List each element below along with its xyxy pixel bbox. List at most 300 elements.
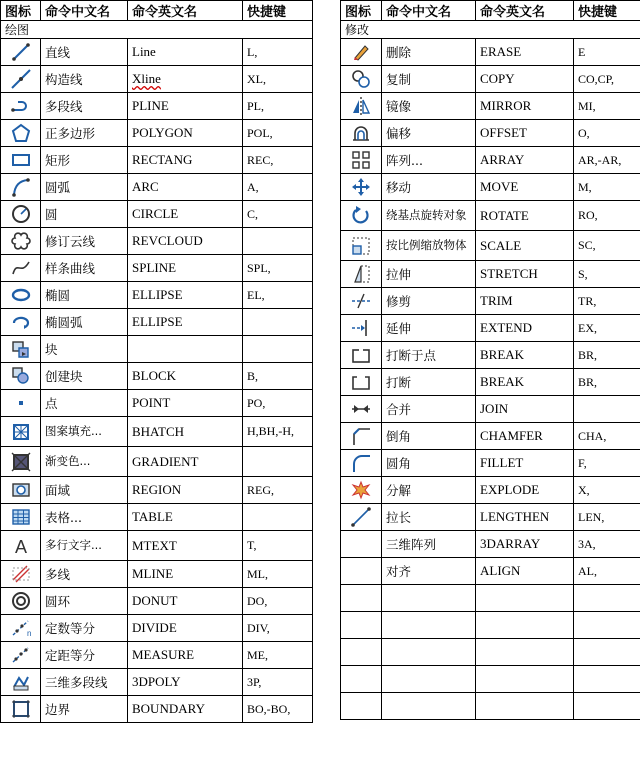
command-cn-name: 圆环 [41,588,128,615]
command-shortcut: E [574,39,640,66]
table-row [1,66,313,93]
command-cn-name: 删除 [382,39,476,66]
command-shortcut [243,447,313,477]
command-cn-name: 样条曲线 [41,255,128,282]
table-row [1,120,313,147]
explode-icon [341,479,381,501]
command-shortcut [243,228,313,255]
pline-icon [1,95,40,117]
command-cn-name: 圆角 [382,450,476,477]
modify-commands-table [340,0,640,720]
command-shortcut: EX, [574,315,640,342]
svg-text:n: n [26,629,31,638]
command-cn-name: 镜像 [382,93,476,120]
icon-cell [341,504,382,531]
icon-cell [1,120,41,147]
icon-cell [1,696,41,723]
command-en-name: CHAMFER [476,423,574,450]
command-en-name: TRIM [476,288,574,315]
command-cn-name: 复制 [382,66,476,93]
command-en-name: COPY [476,66,574,93]
divide-icon [1,617,40,639]
command-cn-name [382,639,476,666]
table-row [1,93,313,120]
table-row [341,288,640,315]
command-shortcut [243,504,313,531]
offset-icon [341,122,381,144]
header-row [341,1,640,21]
command-shortcut [574,396,640,423]
trim-icon [341,290,381,312]
command-en-name: BHATCH [128,417,243,447]
command-shortcut [574,612,640,639]
command-cn-name: 多段线 [41,93,128,120]
command-shortcut: B, [243,363,313,390]
table-row [341,423,640,450]
table-row [341,147,640,174]
lengthen-icon [341,506,381,528]
command-en-name [476,666,574,693]
command-cn-name: 圆 [41,201,128,228]
polygon-icon [1,122,40,144]
command-shortcut: POL, [243,120,313,147]
command-shortcut: EL, [243,282,313,309]
table-row [341,120,640,147]
command-en-name: BREAK [476,369,574,396]
table-row [1,255,313,282]
boundary-icon [1,698,40,720]
command-shortcut: REG, [243,477,313,504]
3dpoly-icon [1,671,40,693]
section-row [341,21,640,39]
table-row [341,531,640,558]
command-cn-name: 拉伸 [382,261,476,288]
command-cn-name: 图案填充... [41,417,128,447]
stretch-icon [341,263,381,285]
command-cn-name: 直线 [41,39,128,66]
table-row [341,639,640,666]
command-shortcut: C, [243,201,313,228]
icon-cell [341,342,382,369]
table-row [1,561,313,588]
measure-icon [1,644,40,666]
command-cn-name: 椭圆 [41,282,128,309]
icon-cell [341,39,382,66]
line-icon [1,41,40,63]
command-cn-name [382,612,476,639]
table-row [341,558,640,585]
scale-icon [341,235,381,257]
icon-cell [1,66,41,93]
command-shortcut: DO, [243,588,313,615]
icon-cell [1,561,41,588]
table-row [341,261,640,288]
command-cn-name: 多线 [41,561,128,588]
command-shortcut: BO,-BO, [243,696,313,723]
command-en-name: POINT [128,390,243,417]
command-cn-name: 面域 [41,477,128,504]
table-icon [1,506,40,528]
command-cn-name: 三维阵列 [382,531,476,558]
command-en-name: 3DARRAY [476,531,574,558]
command-shortcut: CHA, [574,423,640,450]
table-row [341,342,640,369]
icon-cell [1,282,41,309]
command-cn-name [382,666,476,693]
table-row [1,39,313,66]
mline-icon [1,563,40,585]
block-insert-icon [1,338,40,360]
table-row [1,447,313,477]
table-row [1,477,313,504]
icon-cell [341,201,382,231]
table-row [1,282,313,309]
table-row [1,531,313,561]
icon-cell [1,93,41,120]
table-row [341,39,640,66]
command-shortcut [574,639,640,666]
table-row [341,693,640,720]
command-cn-name: 打断于点 [382,342,476,369]
command-en-name: ERASE [476,39,574,66]
command-cn-name: 块 [41,336,128,363]
table-row [341,315,640,342]
command-cn-name: 阵列... [382,147,476,174]
command-cn-name: 边界 [41,696,128,723]
table-row [341,396,640,423]
command-cn-name: 修订云线 [41,228,128,255]
table-row [1,504,313,531]
command-shortcut: 3A, [574,531,640,558]
icon-cell [1,417,41,447]
table-row [1,228,313,255]
circle-icon [1,203,40,225]
command-en-name: SPLINE [128,255,243,282]
command-en-name: BOUNDARY [128,696,243,723]
icon-cell [1,363,41,390]
command-en-name: GRADIENT [128,447,243,477]
command-en-name: DONUT [128,588,243,615]
icon-cell [1,336,41,363]
command-shortcut: F, [574,450,640,477]
command-cn-name: 定距等分 [41,642,128,669]
command-cn-name: 偏移 [382,120,476,147]
command-cn-name: 创建块 [41,363,128,390]
header-cn-name: 命令中文名 [382,1,476,21]
icon-cell [341,315,382,342]
command-cn-name: 修剪 [382,288,476,315]
command-shortcut [243,309,313,336]
icon-cell [1,504,41,531]
command-cn-name: 点 [41,390,128,417]
header-en-name: 命令英文名 [476,1,574,21]
table-row [1,588,313,615]
command-shortcut: PO, [243,390,313,417]
table-row [341,477,640,504]
header-icon: 图标 [341,1,382,21]
icon-cell [341,612,382,639]
revcloud-icon [1,230,40,252]
command-en-name: REGION [128,477,243,504]
icon-cell [341,231,382,261]
command-en-name: Line [128,39,243,66]
hatch-icon [1,421,40,443]
icon-cell [341,558,382,585]
command-cn-name: 渐变色... [41,447,128,477]
table-row [1,363,313,390]
table-row [341,450,640,477]
command-en-name: ROTATE [476,201,574,231]
command-cn-name: 拉长 [382,504,476,531]
draw-commands-table [0,0,313,723]
command-en-name: Xline [128,66,243,93]
table-row [341,369,640,396]
icon-cell [341,639,382,666]
icon-cell [1,531,41,561]
command-shortcut: 3P, [243,669,313,696]
table-row [1,642,313,669]
command-shortcut: SPL, [243,255,313,282]
command-en-name [128,336,243,363]
command-shortcut: O, [574,120,640,147]
table-row [1,390,313,417]
table-row [341,174,640,201]
icon-cell [341,423,382,450]
command-en-name: OFFSET [476,120,574,147]
join-icon [341,398,381,420]
erase-icon [341,41,381,63]
icon-cell [1,201,41,228]
copy-icon [341,68,381,90]
command-shortcut [574,693,640,720]
table-row [1,201,313,228]
command-shortcut: L, [243,39,313,66]
ellipse-icon [1,284,40,306]
command-en-name: MTEXT [128,531,243,561]
icon-cell [341,531,382,558]
command-shortcut [243,336,313,363]
command-cn-name: 定数等分 [41,615,128,642]
break-icon [341,371,381,393]
command-en-name [476,639,574,666]
command-en-name: MOVE [476,174,574,201]
gradient-icon [1,451,40,473]
header-row [1,1,313,21]
table-row [1,696,313,723]
icon-cell [341,261,382,288]
command-cn-name: 延伸 [382,315,476,342]
command-cn-name: 椭圆弧 [41,309,128,336]
command-shortcut: PL, [243,93,313,120]
table-row [1,174,313,201]
icon-cell [1,615,41,642]
extend-icon [341,317,381,339]
header-cn-name: 命令中文名 [41,1,128,21]
command-en-name: EXTEND [476,315,574,342]
icon-cell [341,93,382,120]
command-shortcut: AL, [574,558,640,585]
command-cn-name: 圆弧 [41,174,128,201]
command-en-name: ELLIPSE [128,282,243,309]
command-en-name: EXPLODE [476,477,574,504]
table-row [1,417,313,447]
command-shortcut: MI, [574,93,640,120]
command-shortcut: ME, [243,642,313,669]
icon-cell [341,396,382,423]
icon-cell [341,585,382,612]
rectangle-icon [1,149,40,171]
command-shortcut: ML, [243,561,313,588]
command-en-name: 3DPOLY [128,669,243,696]
header-icon: 图标 [1,1,41,21]
icon-cell [341,147,382,174]
table-row [341,201,640,231]
icon-cell [341,288,382,315]
spline-icon [1,257,40,279]
icon-cell [341,66,382,93]
icon-cell [341,693,382,720]
command-cn-name: 绕基点旋转对象 [382,201,476,231]
command-cn-name: 对齐 [382,558,476,585]
icon-cell [341,450,382,477]
command-cn-name: 分解 [382,477,476,504]
command-shortcut: LEN, [574,504,640,531]
point-icon [1,392,40,414]
command-en-name: REVCLOUD [128,228,243,255]
command-cn-name: 合并 [382,396,476,423]
command-en-name: PLINE [128,93,243,120]
command-shortcut: XL, [243,66,313,93]
header-shortcut: 快捷键 [574,1,640,21]
command-shortcut: T, [243,531,313,561]
section-draw-label: 绘图 [1,21,313,39]
icon-cell [1,309,41,336]
svg-text:A: A [14,536,27,557]
command-en-name: SCALE [476,231,574,261]
command-shortcut: M, [574,174,640,201]
rotate-icon [341,205,381,227]
icon-cell [1,147,41,174]
icon-cell [1,669,41,696]
table-row [341,66,640,93]
command-en-name: STRETCH [476,261,574,288]
command-shortcut [574,585,640,612]
command-cn-name: 表格... [41,504,128,531]
icon-cell [341,120,382,147]
section-modify-label: 修改 [341,21,640,39]
command-en-name [476,585,574,612]
header-shortcut: 快捷键 [243,1,313,21]
table-row [341,612,640,639]
move-icon [341,176,381,198]
command-shortcut: REC, [243,147,313,174]
icon-cell [1,477,41,504]
command-en-name: BREAK [476,342,574,369]
command-en-name: MIRROR [476,93,574,120]
command-en-name: JOIN [476,396,574,423]
command-en-name: MEASURE [128,642,243,669]
table-row [1,309,313,336]
table-row [341,231,640,261]
command-shortcut: BR, [574,342,640,369]
command-shortcut: AR,-AR, [574,147,640,174]
xline-icon [1,68,40,90]
table-row [1,615,313,642]
command-cn-name: 移动 [382,174,476,201]
table-row [1,147,313,174]
command-cn-name: 多行文字... [41,531,128,561]
section-row [1,21,313,39]
icon-cell [1,390,41,417]
table-row [341,504,640,531]
command-cn-name: 矩形 [41,147,128,174]
icon-cell [341,666,382,693]
command-shortcut: A, [243,174,313,201]
break-at-point-icon [341,344,381,366]
command-cn-name [382,585,476,612]
command-shortcut: S, [574,261,640,288]
command-shortcut: DIV, [243,615,313,642]
command-shortcut: H,BH,-H, [243,417,313,447]
command-en-name: POLYGON [128,120,243,147]
fillet-icon [341,452,381,474]
command-cn-name [382,693,476,720]
command-en-name: TABLE [128,504,243,531]
donut-icon [1,590,40,612]
command-en-name: DIVIDE [128,615,243,642]
table-row [1,336,313,363]
command-en-name: ARC [128,174,243,201]
command-cn-name: 倒角 [382,423,476,450]
command-shortcut: SC, [574,231,640,261]
command-shortcut: TR, [574,288,640,315]
mirror-icon [341,95,381,117]
array-icon [341,149,381,171]
command-en-name: CIRCLE [128,201,243,228]
command-cn-name: 按比例缩放物体 [382,231,476,261]
icon-cell [1,255,41,282]
command-shortcut: BR, [574,369,640,396]
command-shortcut: CO,CP, [574,66,640,93]
command-en-name: RECTANG [128,147,243,174]
icon-cell [1,642,41,669]
command-en-name [476,612,574,639]
command-cn-name: 正多边形 [41,120,128,147]
table-row [341,93,640,120]
command-shortcut [574,666,640,693]
arc-icon [1,176,40,198]
command-shortcut: RO, [574,201,640,231]
table-row [341,666,640,693]
command-cn-name: 构造线 [41,66,128,93]
command-en-name: ELLIPSE [128,309,243,336]
icon-cell [1,174,41,201]
command-cn-name: 三维多段线 [41,669,128,696]
command-en-name: ARRAY [476,147,574,174]
header-en-name: 命令英文名 [128,1,243,21]
icon-cell [341,369,382,396]
command-en-name: MLINE [128,561,243,588]
command-en-name: BLOCK [128,363,243,390]
chamfer-icon [341,425,381,447]
icon-cell [341,477,382,504]
command-en-name: FILLET [476,450,574,477]
ellipse-arc-icon [1,311,40,333]
command-en-name: LENGTHEN [476,504,574,531]
command-en-name: ALIGN [476,558,574,585]
mtext-icon [1,535,40,557]
block-create-icon [1,365,40,387]
